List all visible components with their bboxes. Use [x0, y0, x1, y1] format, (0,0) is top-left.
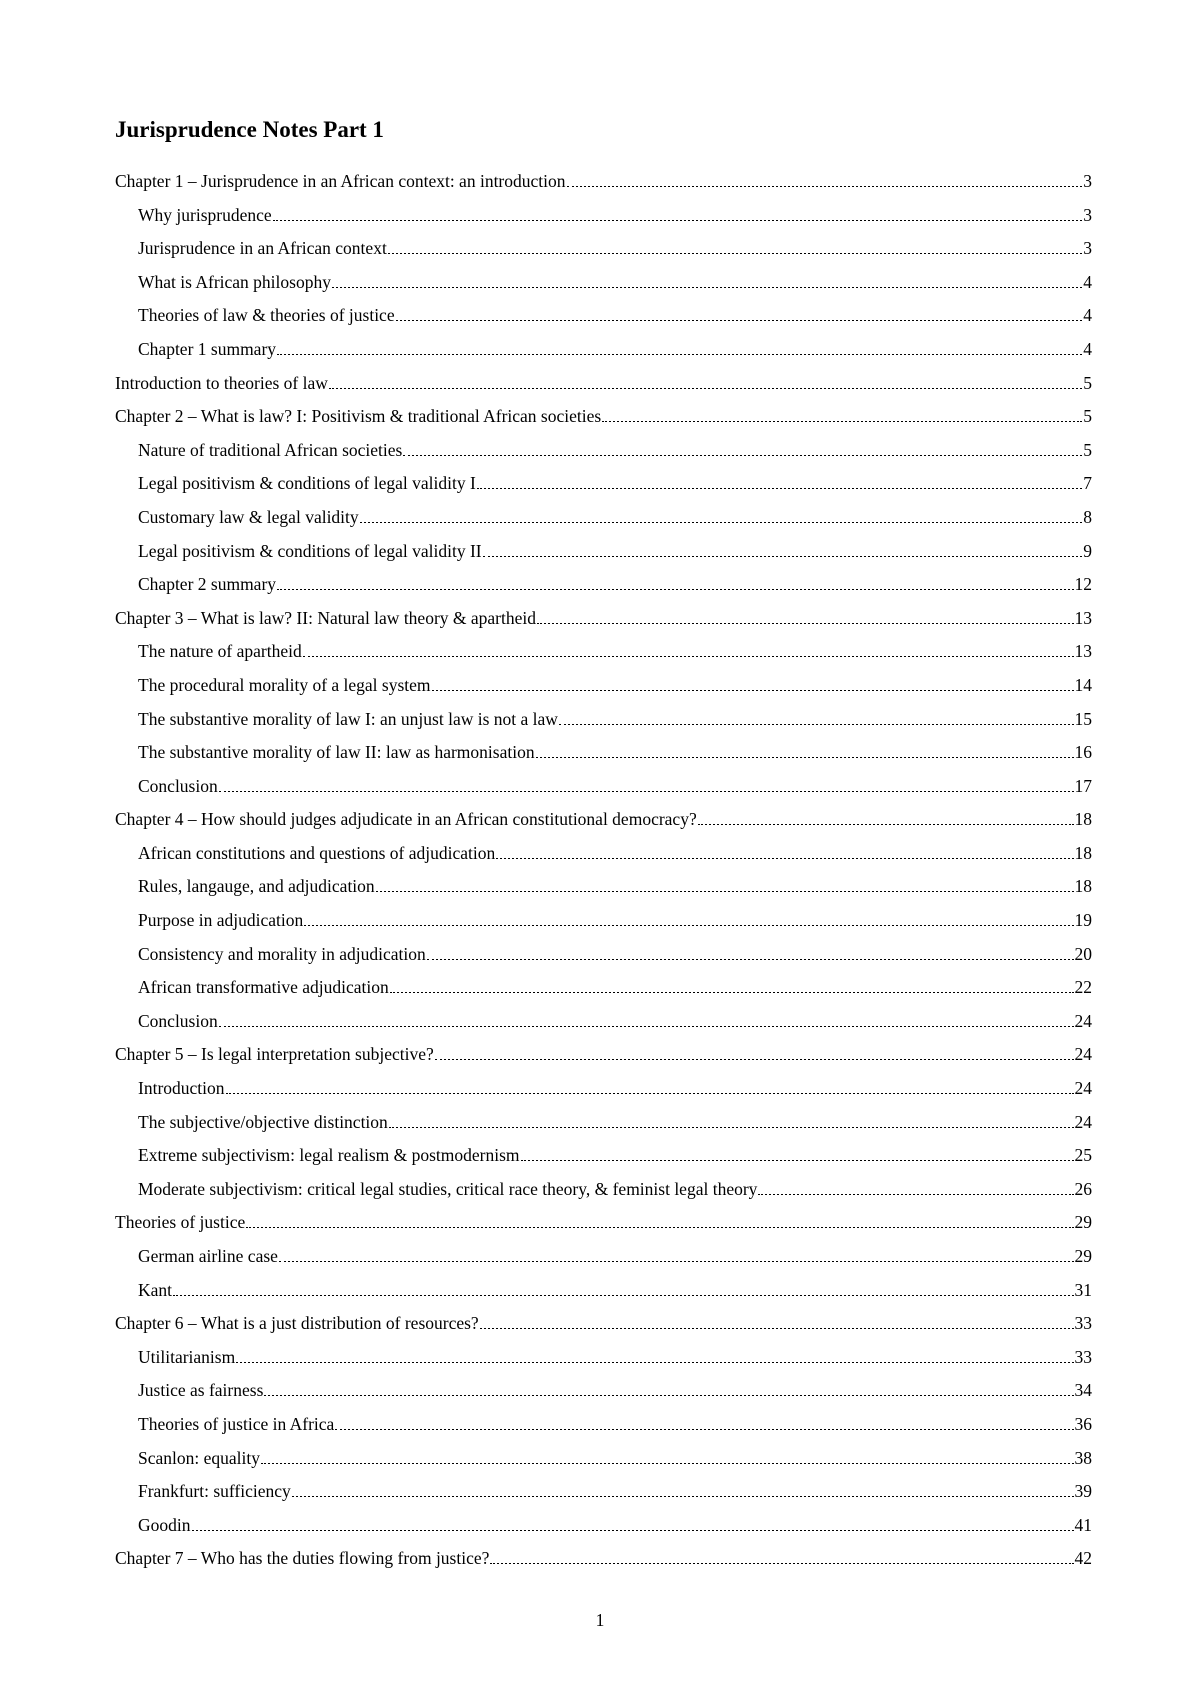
- toc-entry-page-number: 3: [1083, 171, 1092, 191]
- toc-entry-label: Theories of justice in Africa: [138, 1413, 335, 1434]
- toc-section-entry[interactable]: [115, 1106, 1092, 1140]
- toc-dot-leader: [390, 992, 1074, 993]
- toc-section-entry[interactable]: [115, 938, 1092, 972]
- toc-section-entry[interactable]: [115, 535, 1092, 569]
- toc-entry-page-number: 19: [1074, 910, 1092, 931]
- toc-dot-leader: [192, 1530, 1074, 1531]
- toc-entry-label: Legal positivism & conditions of legal validity II: [138, 540, 482, 561]
- toc-entry-label: Chapter 5 – Is legal interpretation subjective?: [115, 1044, 434, 1065]
- toc-entry-page-number: 18: [1074, 876, 1092, 897]
- toc-entry-page-number: 18: [1074, 809, 1092, 830]
- toc-entry-page-number: 31: [1074, 1279, 1092, 1300]
- toc-dot-leader: [277, 354, 1082, 355]
- toc-entry-label: Theories of justice: [115, 1212, 246, 1233]
- toc-dot-leader: [490, 1563, 1073, 1564]
- toc-section-entry[interactable]: [115, 266, 1092, 300]
- toc-entry-label: Conclusion: [138, 1010, 218, 1031]
- toc-section-entry[interactable]: [115, 703, 1092, 737]
- toc-entry-label: The nature of apartheid: [138, 641, 302, 662]
- toc-dot-leader: [698, 824, 1074, 825]
- toc-dot-leader: [303, 656, 1074, 657]
- toc-entry-page-number: 13: [1074, 641, 1092, 662]
- toc-chapter-entry[interactable]: [115, 1307, 1092, 1341]
- toc-section-entry[interactable]: [115, 669, 1092, 703]
- toc-entry-label: The procedural morality of a legal system: [138, 674, 431, 695]
- toc-dot-leader: [432, 690, 1074, 691]
- toc-entry-label: African transformative adjudication: [138, 977, 389, 998]
- toc-dot-leader: [277, 589, 1073, 590]
- toc-entry-label: Jurisprudence in an African context: [138, 238, 387, 259]
- toc-entry-label: Why jurisprudence: [138, 204, 272, 225]
- toc-section-entry[interactable]: [115, 232, 1092, 266]
- toc-entry-label: Frankfurt: sufficiency: [138, 1481, 291, 1502]
- toc-dot-leader: [427, 959, 1074, 960]
- toc-section-entry[interactable]: [115, 568, 1092, 602]
- toc-section-entry[interactable]: [115, 434, 1092, 468]
- toc-dot-leader: [273, 220, 1083, 221]
- toc-dot-leader: [329, 388, 1082, 389]
- toc-chapter-entry[interactable]: [115, 1206, 1092, 1240]
- toc-chapter-entry[interactable]: [115, 400, 1092, 434]
- toc-section-entry[interactable]: [115, 736, 1092, 770]
- toc-chapter-entry[interactable]: [115, 1542, 1092, 1576]
- toc-entry-page-number: 13: [1074, 607, 1092, 628]
- toc-section-entry[interactable]: [115, 971, 1092, 1005]
- toc-entry-page-number: 33: [1074, 1346, 1092, 1367]
- toc-entry-label: Nature of traditional African societies: [138, 439, 403, 460]
- toc-dot-leader: [567, 186, 1083, 187]
- toc-dot-leader: [279, 1261, 1074, 1262]
- toc-entry-page-number: 42: [1074, 1548, 1092, 1569]
- toc-entry-page-number: 22: [1074, 977, 1092, 998]
- toc-dot-leader: [396, 320, 1083, 321]
- toc-dot-leader: [388, 253, 1082, 254]
- toc-entry-page-number: 39: [1074, 1481, 1092, 1502]
- toc-entry-label: Chapter 1 summary: [138, 338, 277, 359]
- toc-section-entry[interactable]: [115, 1341, 1092, 1375]
- toc-chapter-entry[interactable]: [115, 1038, 1092, 1072]
- toc-entry-label: Rules, langauge, and adjudication: [138, 876, 375, 897]
- toc-entry-page-number: 7: [1083, 473, 1092, 494]
- toc-entry-page-number: 16: [1074, 742, 1092, 763]
- toc-dot-leader: [335, 1429, 1073, 1430]
- toc-section-entry[interactable]: [115, 1005, 1092, 1039]
- toc-dot-leader: [559, 724, 1074, 725]
- toc-dot-leader: [403, 455, 1082, 456]
- toc-dot-leader: [236, 1362, 1073, 1363]
- toc-entry-page-number: 4: [1083, 305, 1092, 326]
- toc-entry-page-number: 17: [1074, 775, 1092, 796]
- toc-dot-leader: [226, 1093, 1074, 1094]
- toc-entry-page-number: 29: [1074, 1246, 1092, 1266]
- toc-entry-label: Conclusion: [138, 775, 218, 796]
- toc-section-entry[interactable]: [115, 635, 1092, 669]
- toc-entry-page-number: 36: [1074, 1413, 1092, 1434]
- toc-section-entry[interactable]: [115, 904, 1092, 938]
- toc-section-entry[interactable]: [115, 1408, 1092, 1442]
- toc-entry-label: Utilitarianism: [138, 1346, 236, 1367]
- toc-dot-leader: [376, 891, 1074, 892]
- toc-entry-page-number: 12: [1074, 574, 1092, 595]
- toc-dot-leader: [435, 1059, 1074, 1060]
- toc-entry-page-number: 24: [1074, 1078, 1092, 1099]
- toc-entry-page-number: 4: [1083, 338, 1092, 359]
- table-of-contents: [115, 165, 1092, 1576]
- toc-entry-page-number: 41: [1074, 1514, 1092, 1535]
- toc-section-entry[interactable]: [115, 1072, 1092, 1106]
- toc-entry-label: Chapter 4 – How should judges adjudicate in an African constitutional democracy?: [115, 809, 697, 830]
- toc-entry-page-number: 24: [1074, 1044, 1092, 1065]
- toc-entry-page-number: 9: [1083, 540, 1092, 561]
- toc-dot-leader: [264, 1395, 1073, 1396]
- toc-entry-page-number: 38: [1074, 1447, 1092, 1468]
- toc-entry-label: Moderate subjectivism: critical legal studies, critical race theory, & feminist legal theory: [138, 1178, 758, 1199]
- toc-entry-page-number: 29: [1074, 1212, 1092, 1233]
- toc-dot-leader: [173, 1295, 1073, 1296]
- toc-section-entry[interactable]: [115, 1475, 1092, 1509]
- toc-entry-page-number: 5: [1083, 372, 1092, 393]
- toc-entry-page-number: 3: [1083, 238, 1092, 259]
- toc-entry-page-number: 34: [1074, 1380, 1092, 1401]
- toc-entry-page-number: 24: [1074, 1010, 1092, 1031]
- toc-dot-leader: [219, 791, 1074, 792]
- page-number: 1: [595, 1610, 605, 1630]
- toc-section-entry[interactable]: [115, 1509, 1092, 1543]
- toc-entry-label: The subjective/objective distinction: [138, 1111, 388, 1132]
- toc-chapter-entry[interactable]: [115, 602, 1092, 636]
- toc-section-entry[interactable]: [115, 299, 1092, 333]
- toc-entry-page-number: 4: [1083, 271, 1092, 292]
- toc-entry-label: Chapter 3 – What is law? II: Natural law theory & apartheid: [115, 607, 536, 628]
- toc-entry-label: What is African philosophy: [138, 271, 331, 292]
- toc-entry-page-number: 33: [1074, 1313, 1092, 1334]
- toc-entry-page-number: 18: [1074, 842, 1092, 863]
- toc-entry-label: The substantive morality of law I: an unjust law is not a law: [138, 708, 558, 729]
- toc-chapter-entry[interactable]: [115, 803, 1092, 837]
- toc-dot-leader: [480, 1328, 1074, 1329]
- toc-entry-label: Chapter 7 – Who has the duties flowing from justice?: [115, 1548, 490, 1569]
- toc-dot-leader: [758, 1194, 1073, 1195]
- toc-entry-label: Purpose in adjudication: [138, 910, 304, 931]
- toc-section-entry[interactable]: [115, 199, 1092, 233]
- toc-entry-page-number: 24: [1074, 1111, 1092, 1132]
- toc-entry-page-number: 5: [1083, 439, 1092, 460]
- toc-entry-label: The substantive morality of law II: law as harmonisation: [138, 742, 535, 763]
- toc-entry-label: Extreme subjectivism: legal realism & postmodernism: [138, 1145, 520, 1166]
- toc-section-entry[interactable]: [115, 1139, 1092, 1173]
- toc-entry-label: Kant: [138, 1279, 173, 1300]
- toc-section-entry[interactable]: [115, 770, 1092, 804]
- toc-entry-label: Legal positivism & conditions of legal validity I: [138, 473, 476, 494]
- toc-entry-page-number: 20: [1074, 943, 1092, 964]
- toc-entry-label: Introduction: [138, 1078, 225, 1099]
- toc-dot-leader: [332, 287, 1082, 288]
- toc-section-entry[interactable]: [115, 1173, 1092, 1207]
- toc-section-entry[interactable]: [115, 837, 1092, 871]
- toc-section-entry[interactable]: [115, 501, 1092, 535]
- toc-chapter-entry[interactable]: [115, 165, 1092, 199]
- toc-entry-page-number: 25: [1074, 1145, 1092, 1166]
- toc-entry-page-number: 8: [1083, 506, 1092, 527]
- toc-dot-leader: [537, 623, 1074, 624]
- toc-entry-page-number: 5: [1083, 406, 1092, 427]
- toc-entry-label: Consistency and morality in adjudication: [138, 943, 426, 964]
- toc-entry-label: Theories of law & theories of justice: [138, 305, 395, 326]
- toc-entry-label: Chapter 2 summary: [138, 574, 277, 595]
- toc-dot-leader: [246, 1227, 1073, 1228]
- toc-entry-page-number: 14: [1074, 674, 1092, 695]
- toc-entry-label: Introduction to theories of law: [115, 372, 328, 393]
- toc-section-entry[interactable]: [115, 333, 1092, 367]
- toc-entry-label: Customary law & legal validity: [138, 506, 359, 527]
- toc-section-entry[interactable]: [115, 1374, 1092, 1408]
- toc-dot-leader: [360, 522, 1083, 523]
- toc-chapter-entry[interactable]: [115, 367, 1092, 401]
- toc-section-entry[interactable]: [115, 1274, 1092, 1308]
- toc-entry-label: Goodin: [138, 1514, 191, 1535]
- document-title: Jurisprudence Notes Part 1: [115, 117, 384, 142]
- toc-dot-leader: [219, 1026, 1074, 1027]
- toc-dot-leader: [602, 421, 1082, 422]
- toc-entry-label: Justice as fairness: [138, 1380, 264, 1401]
- toc-dot-leader: [304, 925, 1073, 926]
- toc-section-entry[interactable]: [115, 1442, 1092, 1476]
- toc-dot-leader: [483, 556, 1083, 557]
- toc-entry-label: Chapter 6 – What is a just distribution of resources?: [115, 1313, 479, 1334]
- toc-dot-leader: [261, 1463, 1074, 1464]
- toc-entry-label: German airline case: [138, 1246, 278, 1266]
- toc-section-entry[interactable]: [115, 1240, 1092, 1274]
- toc-dot-leader: [292, 1496, 1074, 1497]
- toc-entry-label: African constitutions and questions of adjudication: [138, 842, 496, 863]
- toc-entry-page-number: 15: [1074, 708, 1092, 729]
- toc-dot-leader: [521, 1160, 1074, 1161]
- toc-dot-leader: [496, 858, 1073, 859]
- toc-entry-label: Scanlon: equality: [138, 1447, 260, 1468]
- toc-dot-leader: [477, 488, 1082, 489]
- toc-dot-leader: [536, 757, 1074, 758]
- toc-section-entry[interactable]: [115, 467, 1092, 501]
- toc-entry-page-number: 26: [1074, 1178, 1092, 1199]
- toc-dot-leader: [389, 1127, 1074, 1128]
- toc-section-entry[interactable]: [115, 870, 1092, 904]
- toc-entry-label: Chapter 2 – What is law? I: Positivism & traditional African societies: [115, 406, 602, 427]
- toc-entry-page-number: 3: [1083, 204, 1092, 225]
- toc-entry-label: Chapter 1 – Jurisprudence in an African context: an introduction: [115, 171, 566, 191]
